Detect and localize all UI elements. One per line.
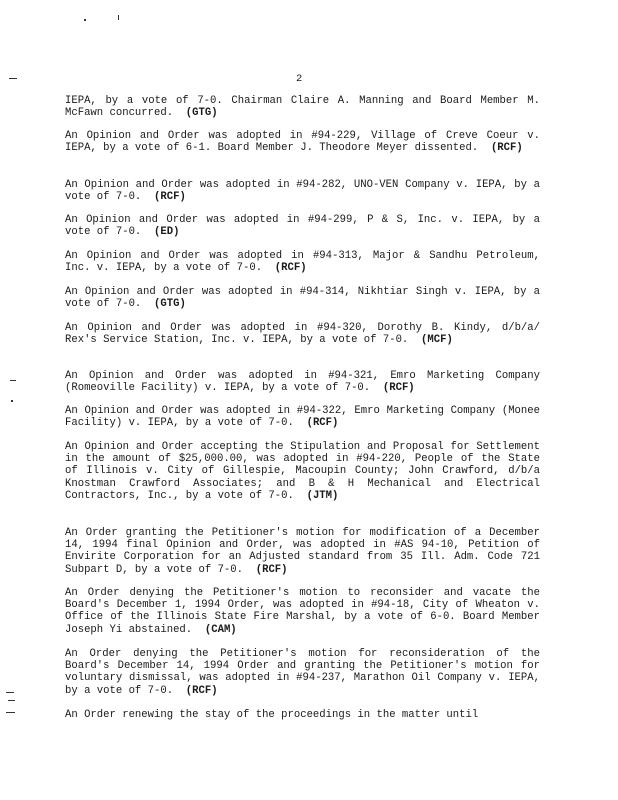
paragraph: [65, 648, 540, 697]
paragraph: [65, 322, 540, 346]
author-initials: (ED): [154, 226, 180, 239]
paragraph: [65, 286, 540, 310]
paragraph-text: An Order renewing the stay of the proceedings in the matter until: [65, 709, 479, 721]
scan-mark: [10, 380, 16, 381]
paragraph-text: An Opinion and Order accepting the Stipulation and Proposal for Settlement in the amount of $25,000.00, was adopted in #94-220, People of the State of Illinois v. City of Gillespie, Macoupin County; John Crawford, d/b/a Knostman Crawford Associates; and B & H Mechanical and Electrical Contractors, Inc., by a vote of 7-0.: [65, 441, 540, 502]
paragraph-text: An Opinion and Order was adopted in #94-313, Major & Sandhu Petroleum, Inc. v. IEPA, by a vote of 7-0.: [65, 250, 540, 275]
paragraph: [65, 587, 540, 636]
paragraph-text: An Order denying the Petitioner's motion to reconsider and vacate the Board's December 1, 1994 Order, was adopted in #94-18, City of Wheaton v. Office of the Illinois State Fire Marshal, by a vote of 6-0. Board Member Joseph Yi abstained.: [65, 587, 540, 636]
scan-mark: [8, 700, 15, 701]
paragraph-text: IEPA, by a vote of 7-0. Chairman Claire A. Manning and Board Member M. McFawn concurred.: [65, 95, 540, 120]
author-initials: (RCF): [490, 142, 523, 155]
paragraph: [65, 370, 540, 394]
paragraph-text: An Opinion and Order was adopted in #94-321, Emro Marketing Company (Romeoville Facility) v. IEPA, by a vote of 7-0.: [65, 370, 540, 395]
paragraph-text: An Opinion and Order was adopted in #94-320, Dorothy B. Kindy, d/b/a/ Rex's Service Station, Inc. v. IEPA, by a vote of 7-0.: [65, 322, 540, 347]
page-number: 2: [296, 73, 303, 85]
author-initials: (RCF): [185, 684, 218, 697]
paragraph: [65, 130, 540, 154]
author-initials: (RCF): [255, 563, 288, 576]
paragraph-text: An Opinion and Order was adopted in #94-314, Nikhtiar Singh v. IEPA, by a vote of 7-0.: [65, 286, 540, 311]
paragraph: [65, 250, 540, 274]
author-initials: (RCF): [306, 417, 339, 430]
author-initials: (JTM): [306, 489, 339, 502]
author-initials: (RCF): [382, 382, 415, 395]
author-initials: (CAM): [204, 623, 237, 636]
scan-mark: [6, 712, 15, 713]
scan-mark: [11, 400, 13, 402]
paragraph-text: An Order granting the Petitioner's motion for modification of a December 14, 1994 final Opinion and Order, was adopted in #AS 94-10, Petition of Envirite Corporation for an Adjusted standard from 35 Ill. Adm. Code 721 Subpart D, by a vote of 7-0.: [65, 527, 540, 576]
author-initials: (MCF): [421, 334, 453, 347]
author-initials: (GTG): [154, 298, 186, 311]
paragraph: [65, 95, 540, 119]
paragraph: [65, 179, 540, 203]
paragraph: [65, 709, 540, 721]
author-initials: (RCF): [154, 191, 186, 204]
scan-mark: [118, 15, 119, 20]
author-initials: (GTG): [185, 107, 218, 120]
scan-mark: [84, 19, 86, 21]
paragraph-text: An Opinion and Order was adopted in #94-282, UNO-VEN Company v. IEPA, by a vote of 7-0.: [65, 179, 540, 204]
paragraph-text: An Opinion and Order was adopted in #94-299, P & S, Inc. v. IEPA, by a vote of 7-0.: [65, 214, 540, 239]
scan-mark: [6, 692, 14, 693]
paragraph-text: An Order denying the Petitioner's motion for reconsideration of the Board's December 14, 1994 Order and granting the Petitioner's motion for voluntary dismissal, was adopted in #94-237, Marathon Oil Company v. IEPA, by a vote of 7-0.: [65, 648, 540, 697]
paragraph: [65, 441, 540, 502]
paragraph: [65, 527, 540, 576]
scan-mark: [9, 78, 17, 79]
paragraph-text: An Opinion and Order was adopted in #94-322, Emro Marketing Company (Monee Facility) v. IEPA, by a vote of 7-0.: [65, 405, 540, 430]
paragraph: [65, 214, 540, 238]
author-initials: (RCF): [274, 262, 307, 275]
paragraph-text: An Opinion and Order was adopted in #94-229, Village of Creve Coeur v. IEPA, by a vote of 6-1. Board Member J. Theodore Meyer dissented.: [65, 130, 540, 155]
paragraph: [65, 405, 540, 429]
